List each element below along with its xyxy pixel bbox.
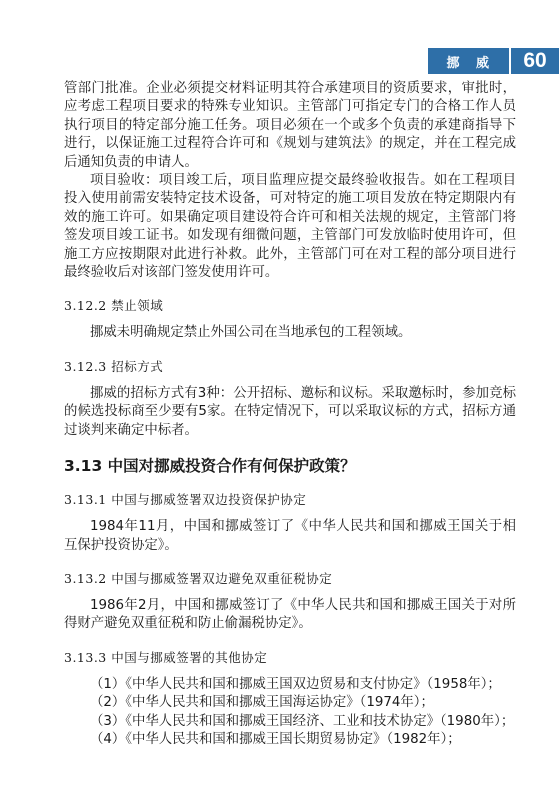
paragraph-prohibited-fields: 挪威未明确规定禁止外国公司在当地承包的工程领域。 <box>90 325 412 341</box>
paragraph-acceptance: 项目验收：项目竣工后，项目监理应提交最终验收报告。如在工程项目投入使用前需安装特定技术设备，可对特定的施工项目发放在特定期限内有效的施工许可。如果确定项目建设符合许可和相关法规的规定，主管部门将签发项目竣工证书。如发现有细微问题，主管部门可发放临时使用许可，但施工方应按期限对此进行补救。此外，主管部门可在对工程的部分项目进行最终验收后对该部门签发使用许可。 <box>64 173 516 281</box>
paragraph-investment-treaty: 1984年11月，中国和挪威签订了《中华人民共和国和挪威王国关于相互保护投资协定》。 <box>64 519 516 553</box>
paragraph-approval: 管部门批准。企业必须提交材料证明其符合承建项目的资质要求，审批时，应考虑工程项目要求的特殊专业知识。主管部门可指定专门的合格工作人员执行项目的特定部分施工任务。项目必须在一个或多个负责的承建商指导下进行，以保证施工过程符合许可和《规划与建筑法》的规定，并在工程完成后通知负责的申请人。 <box>64 81 516 170</box>
list-item: （4）《中华人民共和国和挪威王国长期贸易协定》（1982年）； <box>90 731 461 747</box>
heading-3-12-3: 3.12.3 招标方式 <box>64 358 164 374</box>
heading-3-13: 3.13 中国对挪威投资合作有何保护政策？ <box>64 457 356 476</box>
list-item: （2）《中华人民共和国和挪威王国海运协定》（1974年）； <box>90 695 434 711</box>
page-body <box>64 80 516 749</box>
page-number: 60 <box>511 48 559 74</box>
page-header <box>428 48 559 74</box>
agreements-list <box>64 676 516 750</box>
paragraph-bidding-methods: 挪威的招标方式有3种：公开招标、邀标和议标。采取邀标时，参加竞标的候选投标商至少要有5家。在特定情况下，可以采取议标的方式，招标方通过谈判来确定中标者。 <box>64 385 516 438</box>
paragraph-tax-treaty: 1986年2月，中国和挪威签订了《中华人民共和国和挪威王国关于对所得财产避免双重征税和防止偷漏税协定》。 <box>64 597 516 632</box>
heading-3-12-2: 3.12.2 禁止领域 <box>64 298 164 314</box>
heading-3-13-3: 3.13.3 中国与挪威签署的其他协定 <box>64 649 268 665</box>
list-item: （3）《中华人民共和国和挪威王国经济、工业和技术协定》（1980年）； <box>90 713 515 729</box>
running-header-country: 挪 威 <box>428 48 509 74</box>
list-item: （1）《中华人民共和国和挪威王国双边贸易和支付协定》（1958年）； <box>90 676 501 692</box>
heading-3-13-1: 3.13.1 中国与挪威签署双边投资保护协定 <box>64 492 307 508</box>
heading-3-13-2: 3.13.2 中国与挪威签署双边避免双重征税协定 <box>64 570 333 586</box>
